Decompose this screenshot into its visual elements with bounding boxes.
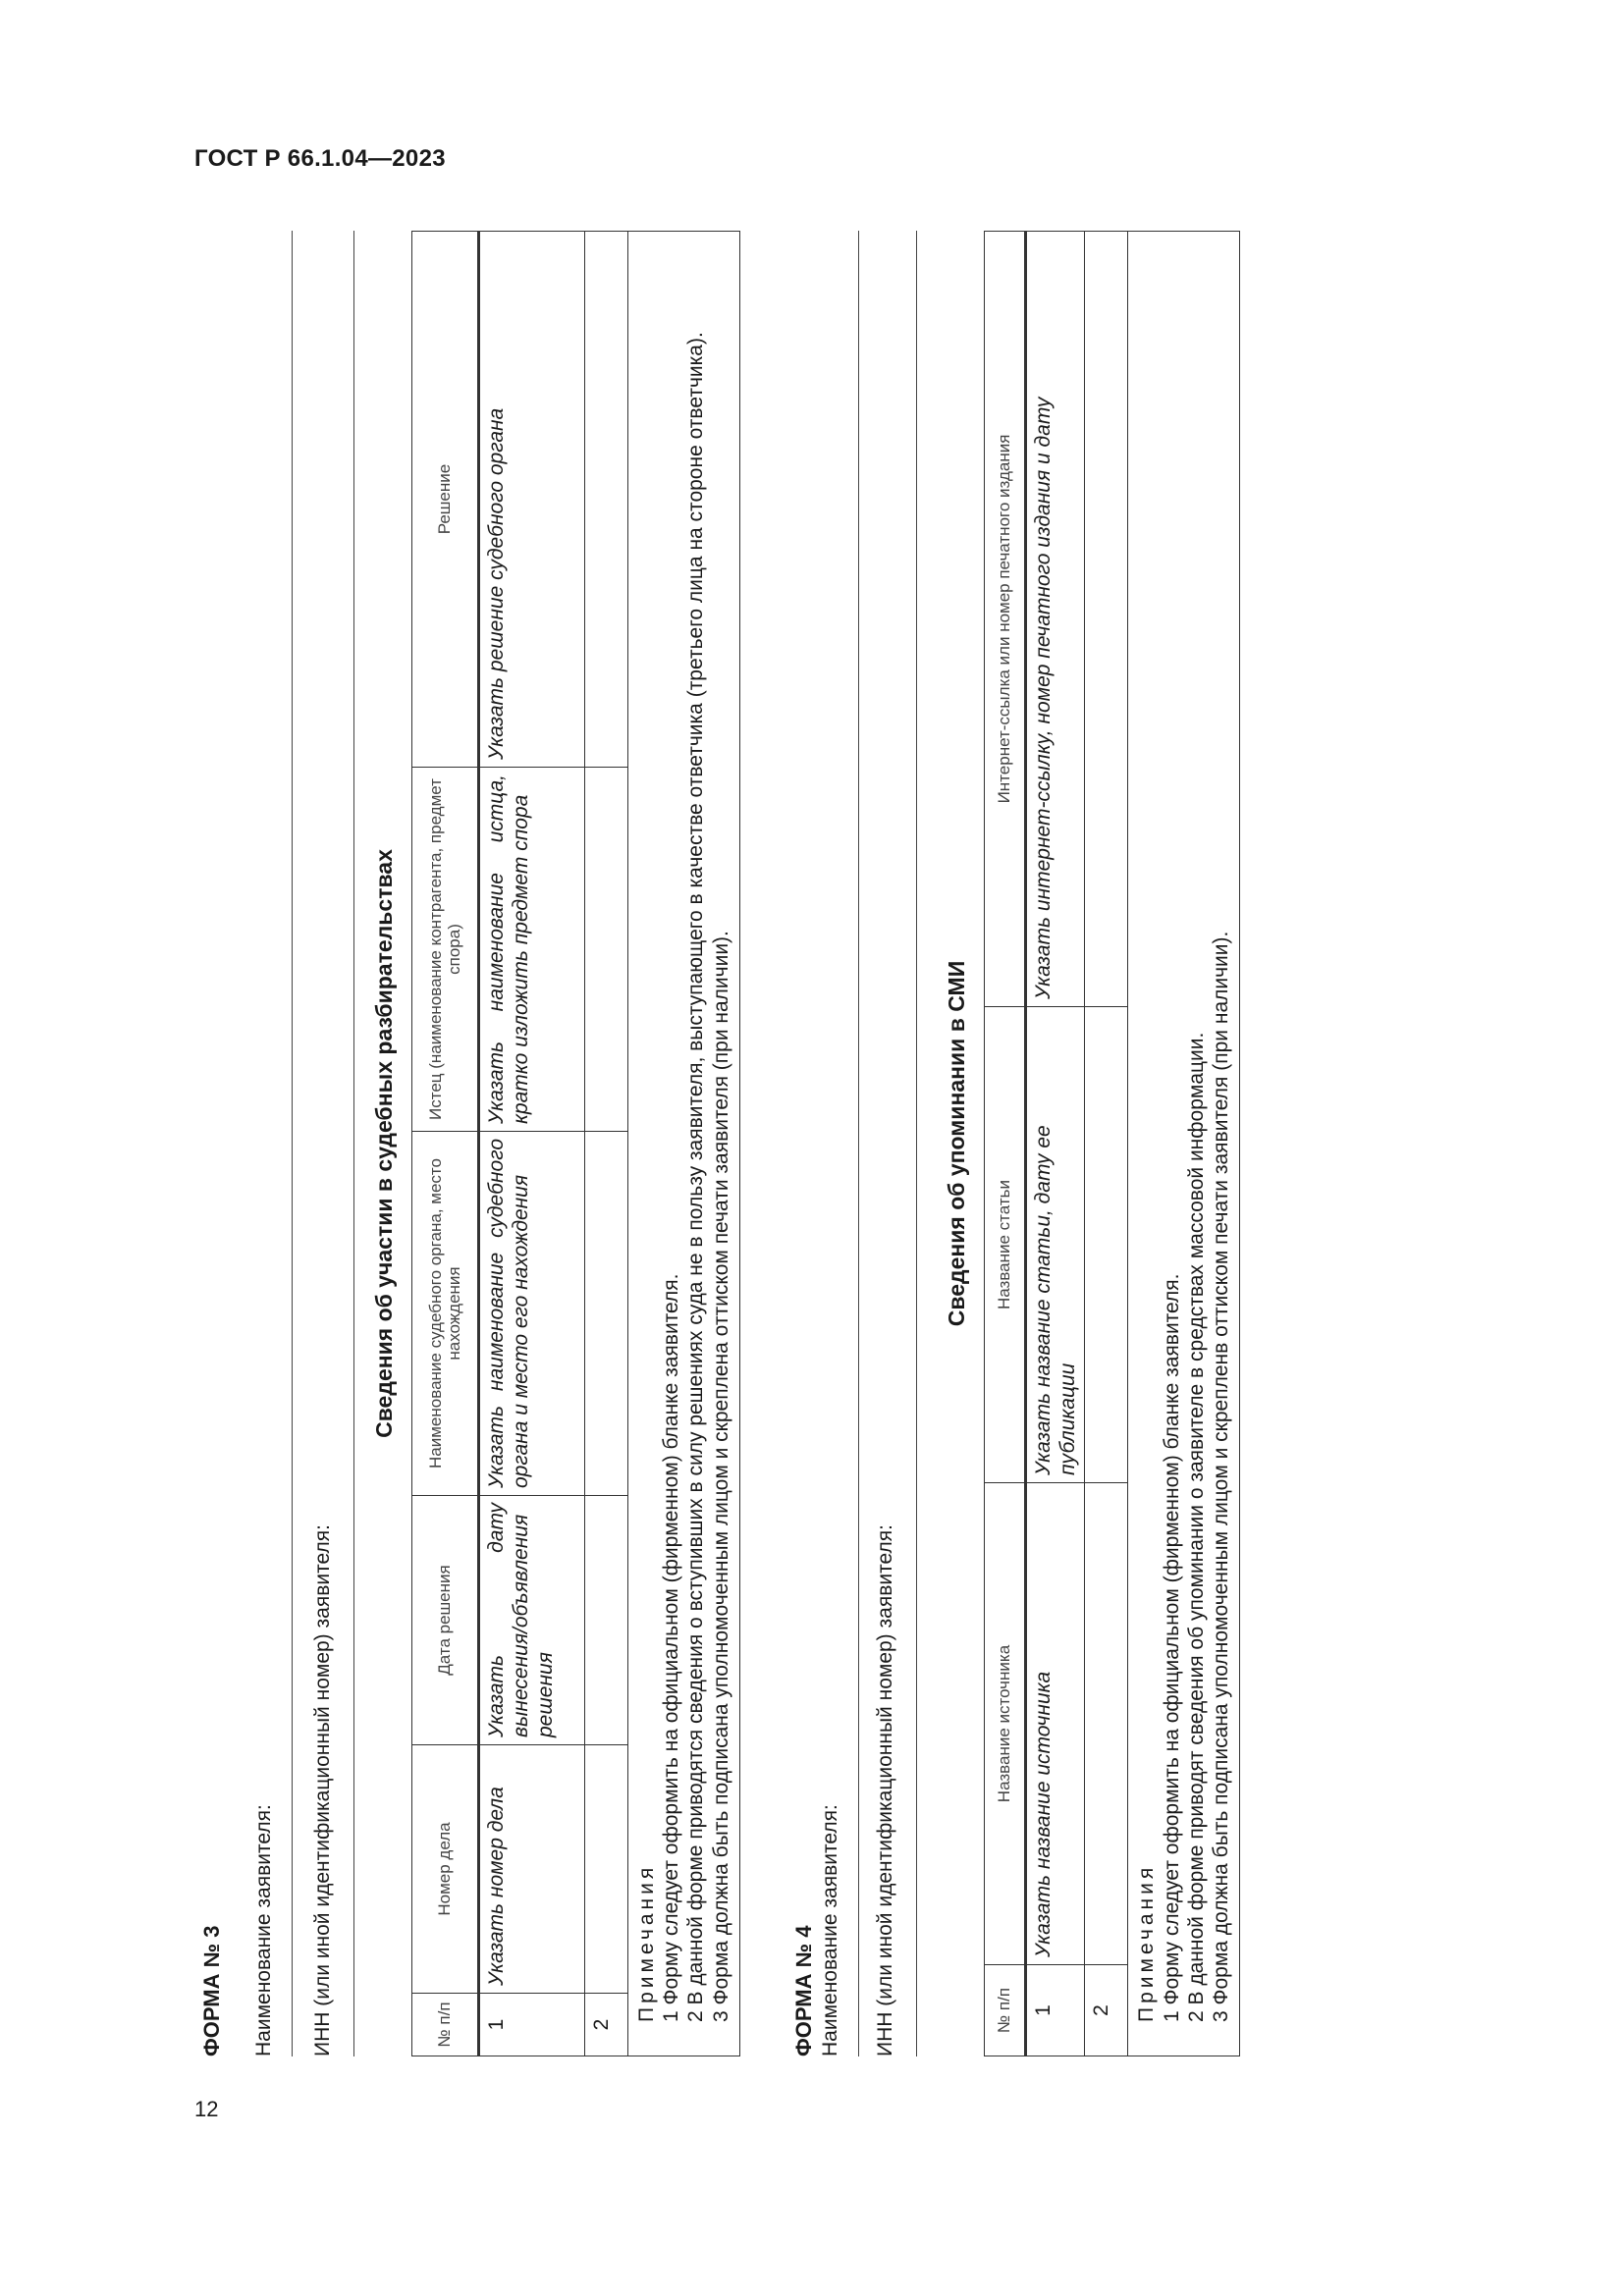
cell-source[interactable] xyxy=(1085,1483,1128,1965)
form-3-title: ФОРМА № 3 xyxy=(199,1925,224,2056)
col-header-case-number: Номер дела xyxy=(412,1745,479,1994)
notes-row xyxy=(628,232,740,2056)
col-header-number: № п/п xyxy=(984,1965,1025,2056)
form-4-inn-label: ИНН (или иной идентификационный номер) заявителя: xyxy=(874,1524,897,2056)
cell-source: Указать название источника xyxy=(1025,1483,1084,1965)
cell-plaintiff: Указать наименование истца, кратко изложить предмет спора xyxy=(479,768,585,1132)
table-row xyxy=(1085,232,1128,2056)
row-number: 2 xyxy=(1085,1965,1128,2056)
page-number: 12 xyxy=(194,2097,219,2121)
cell-decision-date: Указать дату вынесения/объявления решения xyxy=(479,1496,585,1745)
form-3-note-3: 3 Форма должна быть подписана уполномоченным лицом и скреплена оттиском печати заявителя (при наличии). xyxy=(709,931,732,2022)
form-3-applicant-name-label: Наименование заявителя: xyxy=(251,1804,275,2056)
form-3-notes-title: Примечания xyxy=(635,1863,659,2022)
row-number: 2 xyxy=(585,1994,628,2056)
rotated-page-content xyxy=(191,231,1483,2056)
row-number: 1 xyxy=(479,1994,585,2056)
col-header-plaintiff: Истец (наименование контрагента, предмет спора) xyxy=(412,768,479,1132)
form-4-note-1: 1 Форму следует оформить на официальном (фирменном) бланке заявителя. xyxy=(1160,1273,1183,2022)
cell-court: Указать наименование судебного органа и место его нахождения xyxy=(479,1132,585,1496)
form-4-inn-line[interactable] xyxy=(916,231,917,2056)
form-4-header-row xyxy=(984,232,1025,2056)
cell-article[interactable] xyxy=(1085,1007,1128,1483)
form-4-note-3: 3 Форма должна быть подписана уполномоченным лицом и скрепленв оттиском печати заявителя (при наличии). xyxy=(1209,931,1232,2022)
form-4-notes-title: Примечания xyxy=(1135,1863,1159,2022)
form-4 xyxy=(791,231,1240,2056)
row-number: 1 xyxy=(1025,1965,1084,2056)
cell-link[interactable] xyxy=(1085,232,1128,1007)
cell-case-number: Указать номер дела xyxy=(479,1745,585,1994)
table-row xyxy=(1025,232,1084,2056)
form-4-section-title: Сведения об упоминании в СМИ xyxy=(943,960,969,1327)
form-3-table xyxy=(411,231,740,2056)
cell-plaintiff[interactable] xyxy=(585,768,628,1132)
cell-decision-date[interactable] xyxy=(585,1496,628,1745)
form-4-note-2: 2 В данной форме приводят сведения об упоминании о заявителе в средствах массовой информации. xyxy=(1184,1032,1208,2022)
form-3-inn-line[interactable] xyxy=(353,231,354,2056)
form-3-note-1: 1 Форму следует оформить на официальном (фирменном) бланке заявителя. xyxy=(660,1273,683,2022)
col-header-source: Название источника xyxy=(984,1483,1025,1965)
cell-link: Указать интернет-ссылку, номер печатного издания и дату xyxy=(1025,232,1084,1007)
cell-decision: Указать решение судебного органа xyxy=(479,232,585,768)
col-header-decision: Решение xyxy=(412,232,479,768)
table-row xyxy=(479,232,585,2056)
cell-article: Указать название статьи, дату ее публикации xyxy=(1025,1007,1084,1483)
col-header-decision-date: Дата решения xyxy=(412,1496,479,1745)
form-3 xyxy=(199,231,740,2056)
form-4-title: ФОРМА № 4 xyxy=(790,1925,816,2056)
cell-case-number[interactable] xyxy=(585,1745,628,1994)
table-row xyxy=(585,232,628,2056)
form-3-section-title: Сведения об участии в судебных разбирательствах xyxy=(371,849,398,1438)
standard-header: ГОСТ Р 66.1.04—2023 xyxy=(194,145,446,172)
cell-court[interactable] xyxy=(585,1132,628,1496)
col-header-link: Интернет-ссылка или номер печатного издания xyxy=(984,232,1025,1007)
col-header-number: № п/п xyxy=(412,1994,479,2056)
form-3-header-row xyxy=(412,232,479,2056)
form-4-table xyxy=(984,231,1240,2056)
form-4-applicant-name-label: Наименование заявителя: xyxy=(818,1804,841,2056)
notes-row xyxy=(1128,232,1240,2056)
form-3-inn-label: ИНН (или иной идентификационный номер) заявителя: xyxy=(311,1524,335,2056)
col-header-court: Наименование судебного органа, место нахождения xyxy=(412,1132,479,1496)
form-4-applicant-name-line[interactable] xyxy=(858,231,859,2056)
col-header-article: Название статьи xyxy=(984,1007,1025,1483)
form-3-note-2: 2 В данной форме приводятся сведения о вступивших в силу решениях суда не в пользу заявителя, выступающего в качестве ответчика (третьего лица на стороне ответчика). xyxy=(684,332,708,2022)
cell-decision[interactable] xyxy=(585,232,628,768)
form-3-applicant-name-line[interactable] xyxy=(292,231,293,2056)
